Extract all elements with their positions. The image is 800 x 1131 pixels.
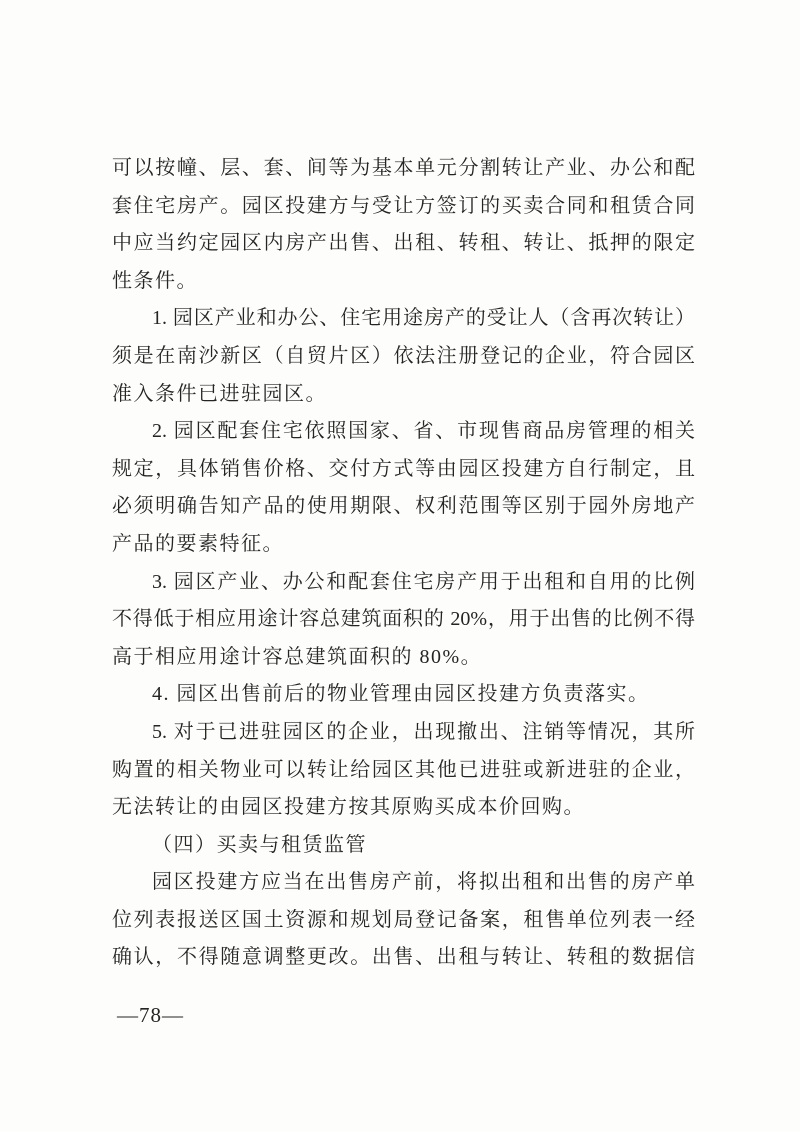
- text-line: 必须明确告知产品的使用期限、权利范围等区别于园外房地产: [112, 495, 695, 518]
- paragraph: [112, 864, 695, 977]
- list-item-4: [112, 676, 695, 714]
- text-line: 性条件。: [112, 269, 198, 292]
- text-line: 须是在南沙新区（自贸片区）依法注册登记的企业，符合园区: [112, 344, 695, 367]
- text-line: 园区投建方应当在出售房产前，将拟出租和出售的房产单: [152, 871, 695, 894]
- text-line: 产品的要素特征。: [112, 532, 284, 555]
- text-line: 2. 园区配套住宅依照国家、省、市现售商品房管理的相关: [152, 420, 695, 443]
- text-line: 4. 园区出售前后的物业管理由园区投建方负责落实。: [152, 683, 650, 706]
- text-line: （四）买卖与租赁监管: [152, 833, 367, 856]
- text-line: 无法转让的由园区投建方按其原购买成本价回购。: [112, 796, 585, 819]
- list-item-1: [112, 300, 695, 413]
- list-item-3: [112, 564, 695, 677]
- text-line: 位列表报送区国土资源和规划局登记备案，租售单位列表一经: [112, 908, 695, 931]
- text-line: 规定，具体销售价格、交付方式等由园区投建方自行制定，且: [112, 457, 695, 480]
- list-item-5: [112, 714, 695, 827]
- text-line: 准入条件已进驻园区。: [112, 382, 327, 405]
- text-line: 确认，不得随意调整更改。出售、出租与转让、转租的数据信: [112, 946, 695, 969]
- text-line: 中应当约定园区内房产出售、出租、转租、转让、抵押的限定: [112, 232, 695, 255]
- page-number: —78—: [117, 1003, 184, 1027]
- text-line: 购置的相关物业可以转让给园区其他已进驻或新进驻的企业，: [112, 758, 695, 781]
- paragraph-continuation: [112, 150, 695, 300]
- text-line: 5. 对于已进驻园区的企业，出现撤出、注销等情况，其所: [152, 720, 695, 743]
- text-line: 套住宅房产。园区投建方与受让方签订的买卖合同和租赁合同: [112, 194, 695, 217]
- text-line: 高于相应用途计容总建筑面积的 80%。: [112, 645, 483, 668]
- document-content: [112, 150, 695, 977]
- section-heading: [112, 827, 695, 865]
- page-footer: [117, 1000, 184, 1030]
- text-line: 不得低于相应用途计容总建筑面积的 20%，用于出售的比例不得: [112, 608, 695, 631]
- text-line: 1. 园区产业和办公、住宅用途房产的受让人（含再次转让）: [152, 307, 695, 330]
- text-line: 3. 园区产业、办公和配套住宅房产用于出租和自用的比例: [152, 570, 695, 593]
- text-line: 可以按幢、层、套、间等为基本单元分割转让产业、办公和配: [112, 157, 695, 179]
- list-item-2: [112, 413, 695, 563]
